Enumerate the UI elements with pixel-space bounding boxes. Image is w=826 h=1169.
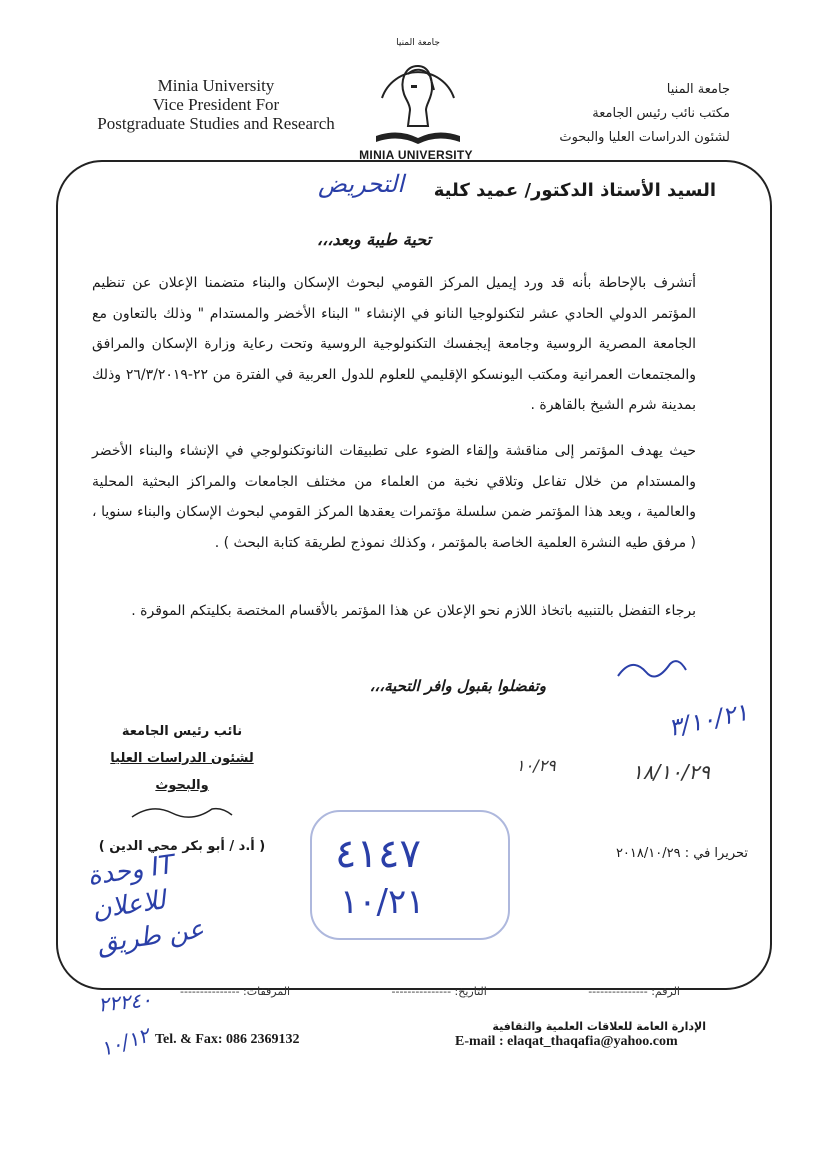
paragraph-1: أتشرف بالإحاطة بأنه قد ورد إيميل المركز القومي لبحوث الإسكان والبناء متضمنا الإعلان عن تنظيم المؤتمر الدولي الحادي عشر لتكنولوجيا النانو في الإنشاء " البناء الأخضر والمستدام " وذلك بالتعاون مع الجامعة المصرية الروسية وجامعة إيجفسك التكنولوجية الروسية وتحت رعاية وزارة الإسكان والمرافق والمجتمعات العمرانية ومكتب اليونسكو الإقليمي للعلوم للدول العربية في الفترة من ٢٢-٢٦/٣/٢٠١٩ وذلك بمدينة شرم الشيخ بالقاهرة . — [92, 275, 696, 413]
signature-title-1: نائب رئيس الجامعة — [121, 724, 243, 739]
greeting: تحية طيبة وبعد،،، — [316, 230, 431, 249]
salutation: السيد الأستاذ الدكتور/ عميد كلية — [433, 180, 716, 201]
faculty-handwritten: التحريض — [318, 170, 405, 198]
footer-email: E-mail : elaqat_thaqafia@yahoo.com — [455, 1034, 678, 1049]
header-ar-line-2: مكتب نائب رئيس الجامعة — [592, 106, 730, 121]
footer-field-number: الرقم: --------------- — [588, 985, 680, 998]
stamp-number-2: ١٠/٢١ — [340, 882, 425, 922]
footer-department: الإدارة العامة للعلاقات العلمية والثقافية — [492, 1020, 706, 1033]
signature-scribble — [122, 799, 242, 823]
header-en-line-3: Postgraduate Studies and Research — [97, 114, 335, 133]
handwritten-note-left — [85, 845, 206, 961]
header-english — [92, 76, 340, 133]
handwritten-date-right-2: ١٨/١٠/٢٩ — [632, 760, 710, 784]
note-left-line-1: وحدة IT — [85, 849, 177, 892]
signature-block — [92, 718, 272, 860]
paragraph-3: برجاء التفضل بالتنبيه باتخاذ اللازم نحو الإعلان عن هذا المؤتمر بالأقسام المختصة بكليتكم الموقرة . — [131, 603, 696, 619]
header-ar-line-3: لشئون الدراسات العليا والبحوث — [559, 130, 730, 145]
footer-fields — [180, 985, 680, 998]
footer-field-attachments: المرفقات: --------------- — [180, 985, 291, 998]
logo-arc-text: جامعة المنيا — [396, 38, 440, 48]
handwritten-date-mid: ١٠/٢٩ — [516, 756, 556, 775]
header-en-line-2: Vice President For — [152, 95, 280, 114]
date-line — [548, 846, 748, 861]
handwritten-date-right-1: ٣/١٠/٢١ — [665, 697, 751, 743]
header-arabic — [530, 78, 730, 150]
university-logo — [368, 38, 468, 162]
date-label: تحريرا في : — [684, 846, 748, 861]
paragraph-2: حيث يهدف المؤتمر إلى مناقشة وإلقاء الضوء على تطبيقات النانوتكنولوجي في الإنشاء والبناء الأخضر والمستدام من خلال تفاعل وتلاقي نخبة من العلماء من مختلف الجامعات والمراكز البحثية المحلية والعالمية ، ويعد هذا المؤتمر ضمن سلسلة مؤتمرات يعقدها المركز القومي لبحوث الإسكان والبناء سنويا ، ( مرفق طيه النشرة العلمية الخاصة بالمؤتمر ، وكذلك نموذج لطريقة كتابة البحث ) . — [92, 443, 696, 551]
signature-name: ( أ.د / أبو بكر محي الدين ) — [98, 839, 266, 854]
footer-field-date: التاريخ: --------------- — [391, 985, 487, 998]
signature-title-2: لشئون الدراسات العليا والبحوث — [110, 751, 254, 793]
logo-caption: MINIA UNIVERSITY — [359, 148, 473, 162]
footer-telephone: Tel. & Fax: 086 2369132 — [155, 1032, 300, 1047]
note-left-line-2: للاعلان — [90, 885, 168, 926]
handwritten-initials — [612, 650, 692, 690]
closing: وتفضلوا بقبول وافر التحية،،، — [369, 677, 546, 695]
header-ar-line-1: جامعة المنيا — [666, 82, 730, 97]
header-en-line-1: Minia University — [157, 76, 275, 95]
handwritten-bottom-left-1: ٢٢٢٤٠ — [96, 987, 153, 1017]
handwritten-bottom-left-2: ١٠/١٢ — [97, 1022, 153, 1062]
date-value: ٢٠١٨/١٠/٢٩ — [615, 846, 681, 861]
stamp-number-1: ٤١٤٧ — [335, 831, 421, 877]
note-left-line-3: عن طريق — [95, 914, 206, 960]
